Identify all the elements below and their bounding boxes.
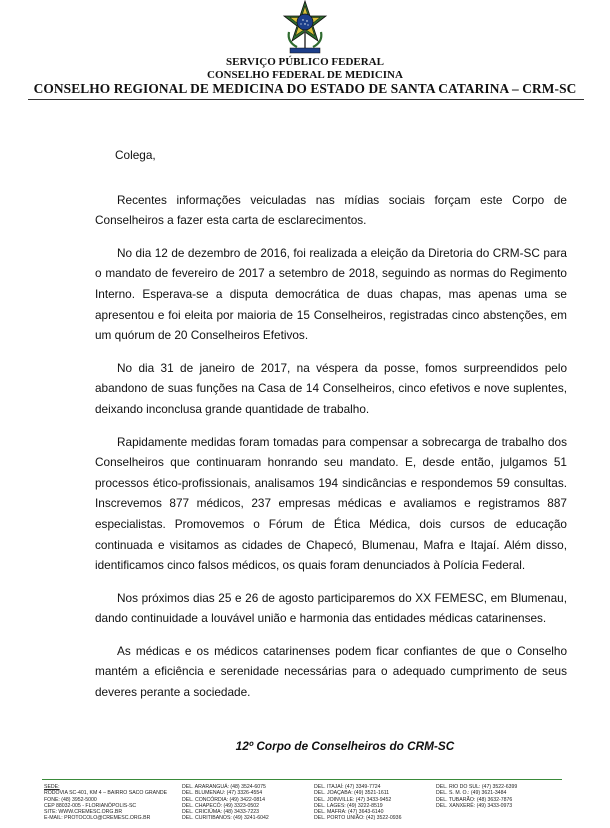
footer-del-item: DEL. XANXERÊ: (49) 3433-0973 — [436, 802, 513, 809]
letter-body — [95, 145, 567, 715]
footer — [44, 784, 580, 828]
footer-del-item: DEL. JOINVILLE: (47) 3433-9452 — [314, 796, 392, 803]
paragraph-2: No dia 12 de dezembro de 2016, foi realizada a eleição da Diretoria do CRM-SC para o mandato de fevereiro de 2017 a setembro de 2018, seguindo as normas do Regimento Interno. Esperava-se a disputa democrática de duas chapas, mas apenas uma se apresentou e foi eleita por maioria de 15 Conselheiros, registradas cinco abstenções, em um quórum de 20 Conselheiros Efetivos. — [95, 245, 567, 343]
paragraph-1: Recentes informações veiculadas nas mídias sociais forçam este Corpo de Conselheiros a fazer esta carta de esclarecimentos. — [95, 192, 567, 228]
header-line-1: SERVIÇO PÚBLICO FEDERAL — [226, 56, 384, 68]
footer-del-item: DEL. ITAJAÍ: (47) 3349-7724 — [314, 784, 381, 790]
header-line-3: CONSELHO REGIONAL DE MEDICINA DO ESTADO DE SANTA CATARINA – CRM-SC — [33, 81, 577, 96]
footer-del-item: DEL. JOAÇABA: (49) 3521-1611 — [314, 790, 390, 797]
footer-del-item: DEL. CURITIBANOS: (49) 3241-6042 — [182, 815, 269, 822]
footer-del-item: DEL. TUBARÃO: (48) 3632-7876 — [436, 796, 513, 803]
paragraph-4: Rapidamente medidas foram tomadas para compensar a sobrecarga de trabalho dos Conselheiros que continuaram honrando seu mandato. E, desde então, julgamos 51 processos ético-profissionais, analisamos 194 sindicâncias e respondemos 59 consultas. Inscrevemos 877 médicos, 237 empresas médicas e avaliamos e registramos 887 especialistas. Promovemos o Fórum de Ética Médica, dois cursos de educação continuada e visitamos as cidades de Chapecó, Blumenau, Mafra e Itajaí. Além disso, identificamos cinco falsos médicos, os quais foram denunciados à Polícia Federal. — [95, 434, 567, 573]
header-divider — [28, 99, 584, 100]
footer-address: RODOVIA SC-401, KM 4 – BAIRRO SACO GRANDE — [44, 790, 168, 797]
signature: 12º Corpo de Conselheiros do CRM-SC — [235, 739, 455, 753]
footer-cep: CEP 88032-005 - FLORIANÓPOLIS-SC — [44, 802, 137, 809]
footer-del-item: DEL. LAGES: (49) 3222-8519 — [314, 802, 383, 809]
footer-col-delegacias-2 — [314, 784, 401, 822]
footer-del-item: DEL. CHAPECÓ: (49) 3323-0502 — [182, 802, 259, 809]
paragraph-5: Nos próximos dias 25 e 26 de agosto participaremos do XX FEMESC, em Blumenau, dando continuidade a louvável união e harmonia das entidades médicas catarinenses. — [95, 590, 567, 626]
footer-del-item: DEL. PORTO UNIÃO: (42) 3522-0936 — [314, 815, 402, 822]
footer-del-item: DEL. MAFRA: (47) 3643-6140 — [314, 809, 384, 816]
footer-del-item: DEL. RIO DO SUL: (47) 3522-6399 — [436, 784, 518, 790]
paragraph-6: As médicas e os médicos catarinenses podem ficar confiantes de que o Conselho mantém a eficiência e serenidade necessárias para o adequado cumprimento de seus deveres perante a sociedade. — [95, 643, 567, 700]
paragraph-3: No dia 31 de janeiro de 2017, na véspera da posse, fomos surpreendidos pelo abandono de suas funções na Casa de 14 Conselheiros, cinco efetivos e nove suplentes, deixando inconclusa grande quantidade de trabalho. — [95, 360, 567, 416]
footer-divider — [42, 779, 562, 780]
footer-del-item: DEL. S. M. O.: (49) 3621-3484 — [436, 790, 507, 797]
footer-sede-label: SEDE: — [44, 784, 60, 790]
footer-col-sede — [44, 784, 167, 822]
footer-del-item: DEL. CRICIÚMA: (48) 3433-7223 — [182, 809, 259, 816]
header-line-2: CONSELHO FEDERAL DE MEDICINA — [207, 69, 403, 81]
footer-phone: FONE: (48) 3952-5000 — [44, 796, 97, 803]
salutation: Colega, — [115, 148, 156, 162]
footer-email-link[interactable]: E-MAIL: PROTOCOLO@CREMESC.ORG.BR — [44, 815, 151, 822]
footer-col-delegacias-1 — [182, 784, 269, 822]
footer-del-item: DEL. CONCÓRDIA: (49) 3422-0814 — [182, 796, 266, 803]
brasao-seal-icon — [281, 0, 329, 56]
footer-del-item: DEL. BLUMENAU: (47) 3326-4554 — [182, 790, 263, 797]
footer-col-delegacias-3 — [436, 784, 517, 809]
footer-del-item: DEL. ARARANGUÁ: (48) 3524-6075 — [182, 784, 266, 790]
footer-site-link[interactable]: SITE: WWW.CREMESC.ORG.BR — [44, 809, 123, 816]
